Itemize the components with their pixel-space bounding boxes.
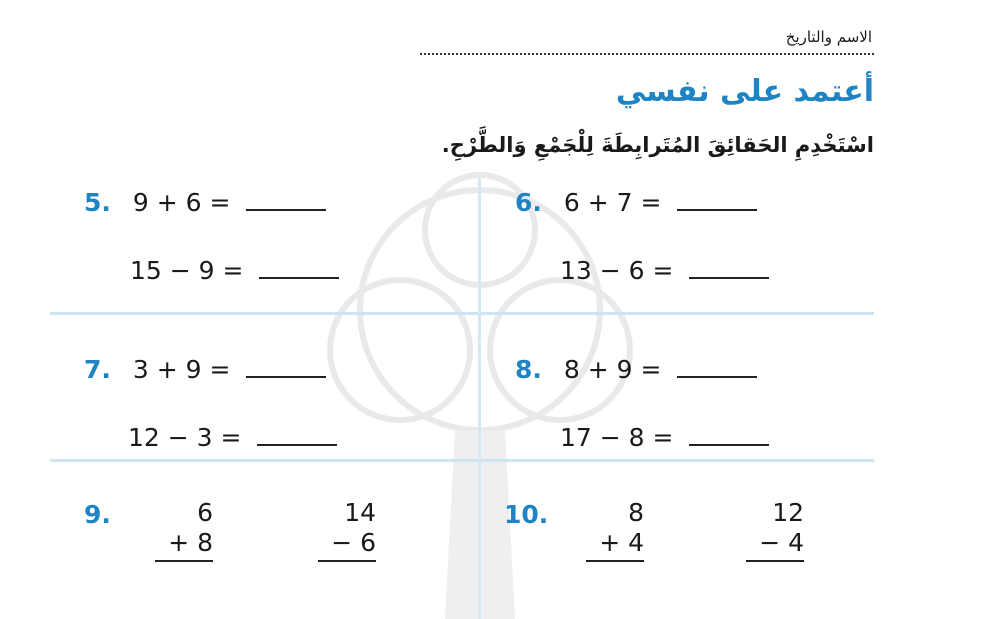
equation-text: 6 + 7 =	[563, 188, 662, 217]
problem-6-addition	[515, 187, 757, 217]
equation-text: 9 + 6 =	[132, 188, 231, 217]
equation-text: 15 − 9 =	[130, 256, 244, 285]
answer-blank[interactable]	[677, 354, 757, 378]
bottom-operand: − 4	[746, 528, 804, 562]
problem-9a-vertical	[155, 498, 213, 562]
divider-row-2	[50, 459, 874, 462]
problem-number: 9.	[84, 500, 111, 529]
equation-text: 8 + 9 =	[563, 355, 662, 384]
problem-number: 7.	[84, 355, 111, 384]
problem-9b-vertical	[318, 498, 376, 562]
equation-text: 12 − 3 =	[128, 423, 242, 452]
problem-5-subtraction	[130, 255, 339, 285]
problem-7-addition	[84, 354, 326, 384]
answer-blank[interactable]	[246, 187, 326, 211]
answer-blank[interactable]	[677, 187, 757, 211]
page-title: أعتمد على نفسي	[615, 74, 874, 109]
problem-8-subtraction	[560, 422, 769, 452]
instructions: اسْتَخْدِمِ الحَقائِقَ المُتَرابِطَةَ لِلْجَمْعِ وَالطَّرْحِ.	[441, 133, 874, 157]
problem-number: 8.	[515, 355, 542, 384]
name-date-label: الاسم والتاريخ	[785, 28, 872, 46]
equation-text: 17 − 8 =	[560, 423, 674, 452]
problem-8-addition	[515, 354, 757, 384]
divider-row-1	[50, 312, 874, 315]
problem-7-subtraction	[128, 422, 337, 452]
bottom-operand: + 4	[586, 528, 644, 562]
bottom-operand: + 8	[155, 528, 213, 562]
top-number: 6	[197, 498, 213, 527]
problem-6-subtraction	[560, 255, 769, 285]
bottom-operand: − 6	[318, 528, 376, 562]
problem-5-addition	[84, 187, 326, 217]
problem-number: 10.	[504, 500, 549, 529]
answer-blank[interactable]	[259, 255, 339, 279]
answer-blank[interactable]	[246, 354, 326, 378]
equation-text: 13 − 6 =	[560, 256, 674, 285]
problem-10a-vertical	[586, 498, 644, 562]
answer-blank[interactable]	[689, 422, 769, 446]
top-number: 14	[344, 498, 376, 527]
problem-10-number	[504, 500, 570, 529]
problem-number: 5.	[84, 188, 111, 217]
problem-number: 6.	[515, 188, 542, 217]
top-number: 8	[628, 498, 644, 527]
equation-text: 3 + 9 =	[132, 355, 231, 384]
problem-9-number	[84, 500, 133, 529]
problem-10b-vertical	[746, 498, 804, 562]
answer-blank[interactable]	[689, 255, 769, 279]
answer-blank[interactable]	[257, 422, 337, 446]
top-number: 12	[772, 498, 804, 527]
divider-column	[478, 178, 481, 619]
name-date-line	[420, 53, 874, 55]
